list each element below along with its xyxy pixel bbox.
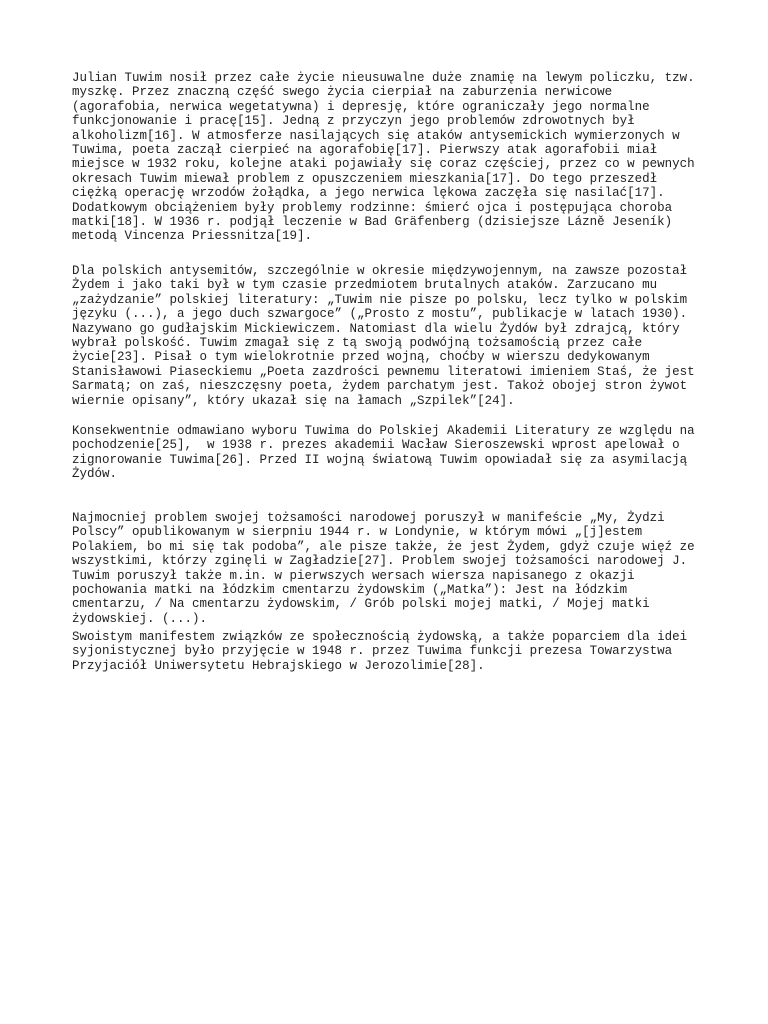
text-line: wybrał polskość. Tuwim zmagał się z tą swoją podwójną tożsamością przez całe (72, 335, 643, 350)
text-line: Polakiem, bo mi się tak podoba”, ale pisze także, że jest Żydem, gdyż czuje więź ze (72, 539, 695, 554)
text-line: myszkę. Przez znaczną część swego życia cierpiał na zaburzenia nerwicowe (72, 85, 613, 100)
text-line: metodą Vincenza Priessnitza[19]. (72, 229, 313, 244)
text-line: Nazywano go gudłajskim Mickiewiczem. Natomiast dla wielu Żydów był zdrajcą, który (72, 321, 680, 336)
text-line: Konsekwentnie odmawiano wyboru Tuwima do Polskiej Akademii Literatury ze względu na (72, 424, 695, 438)
text-line: języku (...), a jego duch szwargoce” („Prosto z mostu”, publikacje w latach 1930). (72, 307, 688, 322)
text-line: syjonistycznej było przyjęcie w 1948 r. przez Tuwima funkcji prezesa Towarzystwa (72, 644, 673, 659)
text-line: ciężką operację wrzodów żołądka, a jego nerwica lękowa zaczęła się nasilać[17]. (72, 186, 665, 201)
paragraph-antisemitism (72, 264, 752, 408)
text-line: matki[18]. W 1936 r. podjął leczenie w Bad Gräfenberg (dzisiejsze Lázně Jeseník) (72, 214, 673, 229)
text-line: Polscy” opublikowanym w sierpniu 1944 r. w Londynie, w którym mówi „[j]estem (72, 525, 643, 540)
text-line: Julian Tuwim nosił przez całe życie nieusuwalne duże znamię na lewym policzku, tzw. (72, 71, 695, 85)
text-line: Żydem i jako taki był w tym czasie przedmiotem brutalnych ataków. Zarzucano mu (72, 278, 658, 293)
text-line: wszystkimi, którzy zginęli w Zagładzie[27]. Problem swojej tożsamości narodowej J. (72, 554, 688, 569)
paragraph-health (72, 71, 752, 244)
text-line: Tuwim poruszył także m.in. w pierwszych wersach wiersza napisanego z okazji (72, 568, 635, 583)
text-line: (agorafobia, nerwica wegetatywna) i depresję, które ograniczały jego normalne (72, 99, 650, 114)
paragraph-identity (72, 511, 752, 626)
paragraph-academy (72, 424, 752, 482)
text-line: Tuwima, poeta zaczął cierpieć na agorafobię[17]. Pierwszy atak agorafobii miał (72, 142, 658, 157)
text-line: Przyjaciół Uniwersytetu Hebrajskiego w Jerozolimie[28]. (72, 658, 485, 673)
text-line: Żydów. (72, 467, 118, 482)
text-line: Dla polskich antysemitów, szczególnie w okresie międzywojennym, na zawsze pozostał (72, 264, 688, 278)
text-line: miejsce w 1932 roku, kolejne ataki pojawiały się coraz częściej, przez co w pewnych (72, 157, 695, 172)
text-line: „zażydzanie” polskiej literatury: „Tuwim nie pisze po polsku, lecz tylko w polskim (72, 292, 688, 307)
text-line: zignorowanie Tuwima[26]. Przed II wojną światową Tuwim opowiadał się za asymilacją (72, 452, 688, 467)
text-line: alkoholizm[16]. W atmosferze nasilających się ataków antysemickich wymierzonych w (72, 128, 680, 143)
text-line: cmentarzu, / Na cmentarzu żydowskim, / Grób polski mojej matki, / Mojej matki (72, 597, 650, 612)
text-line: Sarmatą; on zaś, nieszczęsny poeta, żydem parchatym jest. Takoż obojej stron żywot (72, 379, 688, 394)
text-line: Najmocniej problem swojej tożsamości narodowej poruszył w manifeście „My, Żydzi (72, 511, 665, 525)
text-line: funkcjonowanie i pracę[15]. Jedną z przyczyn jego problemów zdrowotnych był (72, 114, 635, 129)
text-line: pochowania matki na łódzkim cmentarzu żydowskim („Matka”): Jest na łódzkim (72, 582, 628, 597)
text-line: życie[23]. Pisał o tym wielokrotnie przed wojną, choćby w wierszu dedykowanym (72, 350, 650, 365)
paragraph-zionism (72, 630, 752, 673)
text-line: Stanisławowi Piaseckiemu „Poeta zazdrości pewnemu literatowi imieniem Staś, że jest (72, 364, 695, 379)
text-line: pochodzenie[25], w 1938 r. prezes akademii Wacław Sieroszewski wprost apelował o (72, 438, 680, 453)
text-line: okresach Tuwim miewał problem z opuszczeniem mieszkania[17]. Do tego przeszedł (72, 171, 658, 186)
text-line: Dodatkowym obciążeniem były problemy rodzinne: śmierć ojca i postępująca choroba (72, 200, 673, 215)
text-line: Swoistym manifestem związków ze społecznością żydowską, a także poparciem dla idei (72, 630, 688, 644)
text-line: żydowskiej. (...). (72, 611, 208, 626)
text-line: wiernie opisany”, który ukazał się na łamach „Szpilek”[24]. (72, 393, 515, 408)
